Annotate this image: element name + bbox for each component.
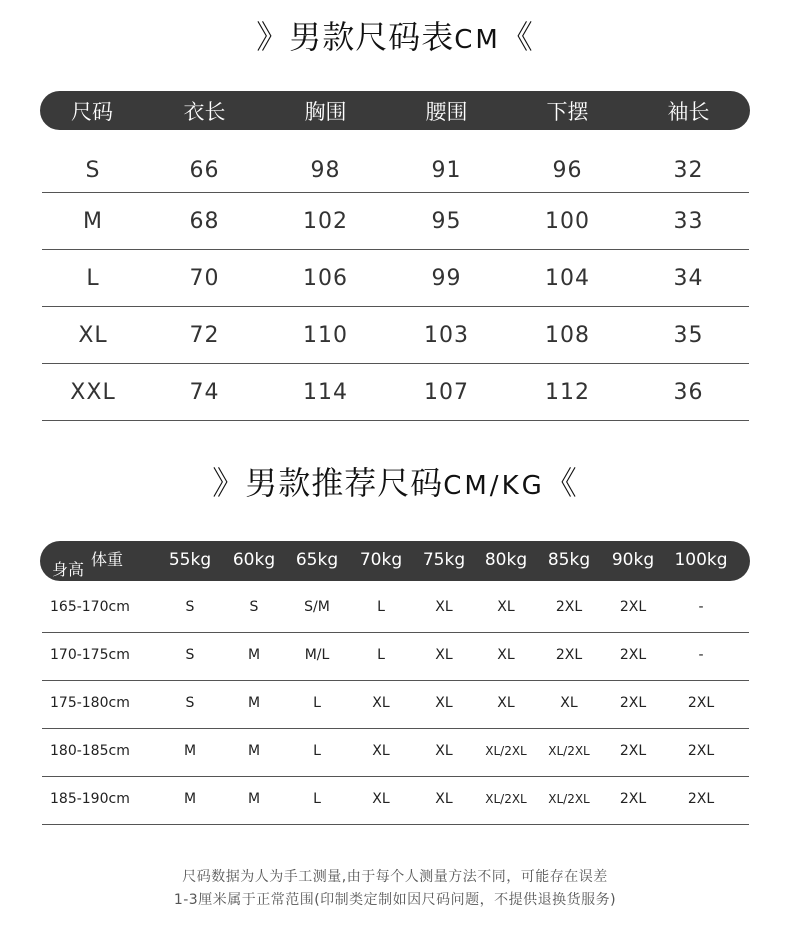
size-cell: 95: [431, 208, 462, 234]
height-range: 175-180cm: [50, 695, 130, 711]
recommend-chart-title-text: 》男款推荐尺码: [212, 464, 444, 502]
size-cell: 110: [303, 322, 348, 348]
recommended-size: 2XL: [687, 743, 715, 759]
header-waist: 腰围: [425, 99, 468, 124]
recommended-size: XL/2XL: [548, 744, 590, 758]
header-size: 尺码: [71, 99, 113, 124]
recommended-size: L: [313, 743, 321, 759]
recommended-size: XL: [435, 695, 453, 711]
size-row: [42, 193, 749, 250]
size-row: [42, 250, 749, 307]
recommend-row: [42, 729, 749, 777]
height-range: 180-185cm: [50, 743, 130, 759]
height-range: 165-170cm: [50, 599, 130, 615]
size-cell: 70: [189, 265, 220, 291]
header-length: 衣长: [183, 99, 226, 124]
size-chart-header: [40, 91, 750, 130]
size-cell: 102: [303, 208, 348, 234]
header-hem: 下摆: [546, 99, 589, 124]
header-sleeve: 袖长: [667, 99, 710, 124]
recommended-size: L: [377, 647, 385, 663]
recommended-size: M: [247, 743, 261, 759]
recommended-size: XL: [497, 599, 515, 615]
size-cell: L: [86, 265, 100, 291]
recommended-size: 2XL: [555, 599, 583, 615]
weight-header: 75kg: [422, 550, 466, 570]
size-cell: 108: [545, 322, 590, 348]
recommended-size: 2XL: [687, 695, 715, 711]
recommended-size: XL: [372, 791, 390, 807]
size-chart-title: [0, 12, 790, 58]
weight-header: 55kg: [168, 550, 212, 570]
recommended-size: S: [185, 695, 195, 711]
recommended-size: XL/2XL: [485, 792, 527, 806]
recommended-size: XL: [435, 743, 453, 759]
size-row: [42, 364, 749, 421]
recommended-size: 2XL: [687, 791, 715, 807]
recommended-size: M: [247, 695, 261, 711]
recommended-size: XL: [497, 647, 515, 663]
recommend-chart-title: [0, 458, 790, 504]
recommended-size: -: [698, 599, 704, 615]
recommended-size: 2XL: [619, 743, 647, 759]
recommended-size: -: [698, 647, 704, 663]
weight-header: 90kg: [611, 550, 655, 570]
size-cell: 33: [673, 208, 704, 234]
recommended-size: XL: [560, 695, 578, 711]
recommended-size: L: [313, 695, 321, 711]
recommended-size: 2XL: [619, 791, 647, 807]
size-cell: 107: [424, 379, 469, 405]
recommended-size: 2XL: [619, 695, 647, 711]
size-row: [42, 148, 749, 193]
size-cell: 32: [673, 157, 704, 183]
size-cell: 34: [673, 265, 704, 291]
size-cell: S: [85, 157, 101, 183]
recommended-size: L: [313, 791, 321, 807]
size-cell: XXL: [70, 379, 116, 405]
size-row: [42, 307, 749, 364]
size-cell: 100: [545, 208, 590, 234]
recommended-size: S/M: [304, 599, 330, 615]
recommended-size: XL: [435, 599, 453, 615]
recommended-size: S: [185, 647, 195, 663]
recommended-size: S: [249, 599, 259, 615]
size-chart-title-unit: CM: [454, 25, 501, 55]
size-cell: 106: [303, 265, 348, 291]
recommended-size: M: [247, 647, 261, 663]
weight-header: 100kg: [674, 550, 728, 570]
recommend-row: [42, 633, 749, 681]
height-range: 170-175cm: [50, 647, 130, 663]
header-chest: 胸围: [304, 99, 347, 124]
size-cell: 114: [303, 379, 348, 405]
size-chart-title-suffix: 《: [500, 18, 534, 56]
recommended-size: XL/2XL: [485, 744, 527, 758]
size-cell: 96: [552, 157, 583, 183]
weight-header: 65kg: [295, 550, 339, 570]
recommended-size: 2XL: [555, 647, 583, 663]
recommended-size: M: [247, 791, 261, 807]
weight-header: 85kg: [547, 550, 591, 570]
recommended-size: XL: [372, 743, 390, 759]
size-cell: 36: [673, 379, 704, 405]
size-chart-table: [42, 148, 749, 421]
footer-note-line2: 1-3厘米属于正常范围(印制类定制如因尺码问题，不提供退换货服务): [173, 892, 617, 908]
weight-header: 80kg: [484, 550, 528, 570]
size-cell: 91: [431, 157, 462, 183]
size-cell: 72: [189, 322, 220, 348]
weight-header: 60kg: [232, 550, 276, 570]
recommended-size: M/L: [304, 647, 330, 663]
recommended-size: XL: [435, 791, 453, 807]
size-cell: 98: [310, 157, 341, 183]
size-cell: 104: [545, 265, 590, 291]
recommended-size: XL: [435, 647, 453, 663]
recommended-size: S: [185, 599, 195, 615]
corner-weight-label: 体重: [91, 550, 124, 569]
size-cell: 66: [189, 157, 220, 183]
weight-header: 70kg: [359, 550, 403, 570]
recommended-size: XL: [372, 695, 390, 711]
recommended-size: 2XL: [619, 647, 647, 663]
recommend-row: [42, 681, 749, 729]
recommended-size: M: [183, 743, 197, 759]
recommended-size: L: [377, 599, 385, 615]
corner-height-label: 身高: [52, 560, 85, 579]
recommended-size: 2XL: [619, 599, 647, 615]
height-range: 185-190cm: [50, 791, 130, 807]
size-cell: XL: [78, 322, 108, 348]
footer-note-line1: 尺码数据为人为手工测量,由于每个人测量方法不同，可能存在误差: [182, 869, 608, 885]
recommend-row: [42, 585, 749, 633]
size-cell: 103: [424, 322, 469, 348]
size-cell: 68: [189, 208, 220, 234]
recommend-chart-title-unit: CM/KG: [443, 471, 545, 501]
recommended-size: XL: [497, 695, 515, 711]
recommended-size: XL/2XL: [548, 792, 590, 806]
recommend-chart-title-suffix: 《: [544, 464, 578, 502]
size-cell: 35: [673, 322, 704, 348]
size-cell: 112: [545, 379, 590, 405]
size-cell: M: [83, 208, 103, 234]
size-cell: 74: [189, 379, 220, 405]
recommend-chart-header: [40, 541, 750, 581]
recommend-chart-table: [42, 585, 749, 825]
recommended-size: M: [183, 791, 197, 807]
recommend-row: [42, 777, 749, 825]
size-chart-title-text: 》男款尺码表: [256, 18, 455, 56]
size-cell: 99: [431, 265, 462, 291]
